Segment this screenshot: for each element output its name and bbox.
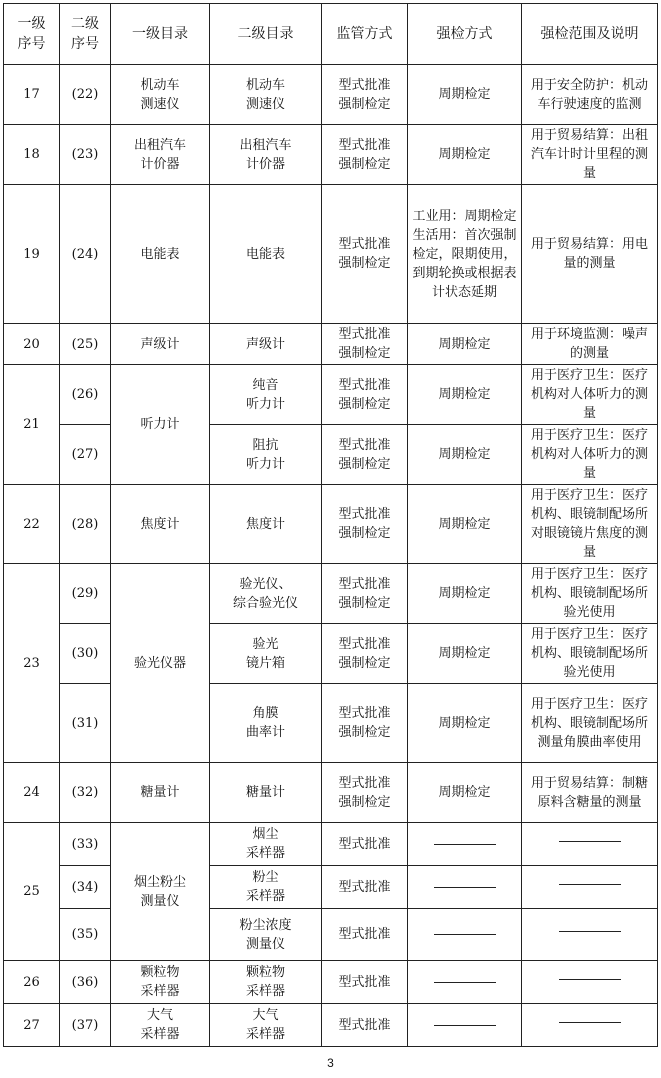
table-row: [4, 425, 658, 485]
scope-note: 用于环境监测：噪声的测量: [522, 324, 658, 365]
supervision-mode: 型式批准 强制检定: [322, 684, 408, 763]
inspection-mode-blank: [408, 866, 522, 909]
table-row: [4, 65, 658, 125]
supervision-mode: 型式批准 强制检定: [322, 125, 408, 185]
table-row: [4, 564, 658, 624]
level2-no: (29): [60, 564, 111, 624]
level2-no: (33): [60, 823, 111, 866]
level1-no: 18: [4, 125, 60, 185]
level1-no: 23: [4, 564, 60, 763]
scope-note: 用于贸易结算：制糖原料含糖量的测量: [522, 763, 658, 823]
level2-catalog: 电能表: [210, 185, 322, 324]
table-row: [4, 365, 658, 425]
level1-catalog: 机动车 测速仪: [111, 65, 210, 125]
level1-catalog: 糖量计: [111, 763, 210, 823]
level1-catalog: 声级计: [111, 324, 210, 365]
level1-catalog: 颗粒物 采样器: [111, 961, 210, 1004]
supervision-mode: 型式批准: [322, 961, 408, 1004]
level1-no: 26: [4, 961, 60, 1004]
level1-catalog: 大气 采样器: [111, 1004, 210, 1047]
blank-line: [434, 887, 496, 888]
table-row: [4, 624, 658, 684]
level2-no: (31): [60, 684, 111, 763]
supervision-mode: 型式批准 强制检定: [322, 624, 408, 684]
level2-catalog: 颗粒物 采样器: [210, 961, 322, 1004]
level2-no: (27): [60, 425, 111, 485]
blank-line: [559, 841, 621, 842]
supervision-mode: 型式批准 强制检定: [322, 185, 408, 324]
level1-catalog: 验光仪器: [111, 564, 210, 763]
level2-no: (37): [60, 1004, 111, 1047]
header-level1-no: 一级 序号: [4, 4, 60, 65]
level2-catalog: 大气 采样器: [210, 1004, 322, 1047]
supervision-mode: 型式批准: [322, 823, 408, 866]
inspection-mode: 周期检定: [408, 763, 522, 823]
level2-no: (28): [60, 485, 111, 564]
blank-line: [559, 979, 621, 980]
inspection-mode-blank: [408, 1004, 522, 1047]
table-row: [4, 185, 658, 324]
inspection-mode: 周期检定: [408, 684, 522, 763]
scope-note: 用于贸易结算：用电量的测量: [522, 185, 658, 324]
inspection-mode: 周期检定: [408, 125, 522, 185]
level1-no: 20: [4, 324, 60, 365]
level1-no: 24: [4, 763, 60, 823]
level1-no: 19: [4, 185, 60, 324]
blank-line: [434, 844, 496, 845]
level1-catalog: 焦度计: [111, 485, 210, 564]
level2-catalog: 粉尘浓度 测量仪: [210, 909, 322, 961]
inspection-mode: 周期检定: [408, 485, 522, 564]
table-row: [4, 909, 658, 961]
scope-note-blank: [522, 961, 658, 1004]
level2-no: (22): [60, 65, 111, 125]
supervision-mode: 型式批准 强制检定: [322, 65, 408, 125]
scope-note-blank: [522, 1004, 658, 1047]
header-inspection-mode: 强检方式: [408, 4, 522, 65]
supervision-mode: 型式批准: [322, 1004, 408, 1047]
level1-no: 27: [4, 1004, 60, 1047]
header-scope-note: 强检范围及说明: [522, 4, 658, 65]
inspection-mode: 周期检定: [408, 365, 522, 425]
blank-line: [434, 934, 496, 935]
level1-no: 21: [4, 365, 60, 485]
supervision-mode: 型式批准 强制检定: [322, 365, 408, 425]
page-number: 3: [327, 1056, 334, 1070]
supervision-mode: 型式批准 强制检定: [322, 425, 408, 485]
scope-note: 用于医疗卫生：医疗机构对人体听力的测量: [522, 425, 658, 485]
blank-line: [434, 1025, 496, 1026]
header-level2-catalog: 二级目录: [210, 4, 322, 65]
scope-note-blank: [522, 909, 658, 961]
header-level1-catalog: 一级目录: [111, 4, 210, 65]
level2-catalog: 角膜 曲率计: [210, 684, 322, 763]
supervision-mode: 型式批准 强制检定: [322, 324, 408, 365]
level1-no: 17: [4, 65, 60, 125]
instrument-catalog-table: [3, 3, 658, 1047]
header-row: [4, 4, 658, 65]
blank-line: [559, 1022, 621, 1023]
scope-note: 用于医疗卫生：医疗机构、眼镜制配场所对眼镜镜片焦度的测量: [522, 485, 658, 564]
level2-no: (35): [60, 909, 111, 961]
level2-catalog: 验光仪、 综合验光仪: [210, 564, 322, 624]
inspection-mode: 周期检定: [408, 324, 522, 365]
table-row: [4, 763, 658, 823]
inspection-mode-blank: [408, 823, 522, 866]
supervision-mode: 型式批准: [322, 909, 408, 961]
table-row: [4, 684, 658, 763]
scope-note: 用于医疗卫生：医疗机构、眼镜制配场所测量角膜曲率使用: [522, 684, 658, 763]
level2-no: (24): [60, 185, 111, 324]
level1-catalog: 出租汽车 计价器: [111, 125, 210, 185]
level1-catalog: 烟尘粉尘 测量仪: [111, 823, 210, 961]
level2-catalog: 烟尘 采样器: [210, 823, 322, 866]
level1-no: 25: [4, 823, 60, 961]
level2-catalog: 糖量计: [210, 763, 322, 823]
level2-no: (25): [60, 324, 111, 365]
supervision-mode: 型式批准: [322, 866, 408, 909]
supervision-mode: 型式批准 强制检定: [322, 485, 408, 564]
level2-no: (30): [60, 624, 111, 684]
inspection-mode: 工业用：周期检定 生活用：首次强制检定，限期使用，到期轮换或根据表计状态延期: [408, 185, 522, 324]
level1-no: 22: [4, 485, 60, 564]
level2-catalog: 出租汽车 计价器: [210, 125, 322, 185]
inspection-mode: 周期检定: [408, 624, 522, 684]
inspection-mode: 周期检定: [408, 425, 522, 485]
scope-note: 用于贸易结算：出租汽车计时计里程的测量: [522, 125, 658, 185]
blank-line: [559, 931, 621, 932]
scope-note: 用于安全防护：机动车行驶速度的监测: [522, 65, 658, 125]
scope-note-blank: [522, 866, 658, 909]
scope-note: 用于医疗卫生：医疗机构对人体听力的测量: [522, 365, 658, 425]
inspection-mode-blank: [408, 961, 522, 1004]
level2-catalog: 验光 镜片箱: [210, 624, 322, 684]
table-row: [4, 961, 658, 1004]
level2-no: (23): [60, 125, 111, 185]
inspection-mode-blank: [408, 909, 522, 961]
level2-no: (26): [60, 365, 111, 425]
level2-catalog: 声级计: [210, 324, 322, 365]
level2-no: (32): [60, 763, 111, 823]
level2-no: (34): [60, 866, 111, 909]
inspection-mode: 周期检定: [408, 564, 522, 624]
table-row: [4, 485, 658, 564]
level2-catalog: 阻抗 听力计: [210, 425, 322, 485]
scope-note: 用于医疗卫生：医疗机构、眼镜制配场所验光使用: [522, 564, 658, 624]
level1-catalog: 电能表: [111, 185, 210, 324]
scope-note-blank: [522, 823, 658, 866]
supervision-mode: 型式批准 强制检定: [322, 564, 408, 624]
blank-line: [559, 884, 621, 885]
table-row: [4, 125, 658, 185]
table-row: [4, 866, 658, 909]
table-row: [4, 324, 658, 365]
header-supervision: 监管方式: [322, 4, 408, 65]
header-level2-no: 二级 序号: [60, 4, 111, 65]
table-row: [4, 1004, 658, 1047]
level2-no: (36): [60, 961, 111, 1004]
blank-line: [434, 982, 496, 983]
level2-catalog: 机动车 测速仪: [210, 65, 322, 125]
table-row: [4, 823, 658, 866]
level2-catalog: 纯音 听力计: [210, 365, 322, 425]
level2-catalog: 粉尘 采样器: [210, 866, 322, 909]
level2-catalog: 焦度计: [210, 485, 322, 564]
supervision-mode: 型式批准 强制检定: [322, 763, 408, 823]
level1-catalog: 听力计: [111, 365, 210, 485]
inspection-mode: 周期检定: [408, 65, 522, 125]
scope-note: 用于医疗卫生：医疗机构、眼镜制配场所验光使用: [522, 624, 658, 684]
